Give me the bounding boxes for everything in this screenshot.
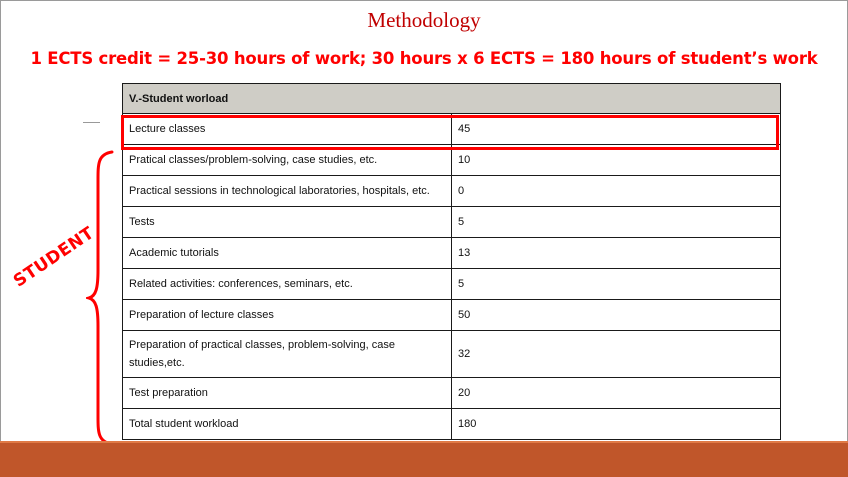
- table-row: [123, 300, 781, 331]
- hours-cell: 50: [452, 300, 781, 331]
- slide-title: Methodology: [367, 8, 481, 32]
- decorative-line: [83, 122, 100, 123]
- activity-cell: Tests: [123, 207, 452, 238]
- footer-bar-edge: [0, 441, 848, 443]
- hours-cell: 45: [452, 114, 781, 145]
- activity-cell: Academic tutorials: [123, 238, 452, 269]
- table-row: [123, 207, 781, 238]
- activity-cell: Test preparation: [123, 378, 452, 409]
- curly-brace-icon: [86, 150, 116, 446]
- hours-cell: 0: [452, 176, 781, 207]
- activity-cell: Pratical classes/problem-solving, case studies, etc.: [123, 145, 452, 176]
- lecture-classes-highlight: [121, 115, 779, 150]
- hours-cell: 32: [452, 331, 781, 378]
- table-row: [123, 176, 781, 207]
- hours-cell: 10: [452, 145, 781, 176]
- hours-cell: 5: [452, 269, 781, 300]
- table-row: [123, 378, 781, 409]
- activity-cell: Preparation of practical classes, problem-solving, case studies,etc.: [123, 331, 452, 378]
- hours-cell: 5: [452, 207, 781, 238]
- student-label: STUDENT: [10, 223, 99, 292]
- activity-cell: Practical sessions in technological laboratories, hospitals, etc.: [123, 176, 452, 207]
- hours-cell: 13: [452, 238, 781, 269]
- activity-cell: Preparation of lecture classes: [123, 300, 452, 331]
- hours-cell: 180: [452, 409, 781, 440]
- activity-cell: Total student workload: [123, 409, 452, 440]
- table-row-total: [123, 409, 781, 440]
- table-row: [123, 331, 781, 378]
- activity-cell: Related activities: conferences, seminars, etc.: [123, 269, 452, 300]
- table-row: [123, 269, 781, 300]
- table-row: [123, 238, 781, 269]
- activity-cell: Lecture classes: [123, 114, 452, 145]
- table-header: V.-Student worload: [123, 84, 781, 114]
- hours-cell: 20: [452, 378, 781, 409]
- table-header-row: [123, 84, 781, 114]
- footer-bar: [0, 441, 848, 477]
- slide-subtitle: 1 ECTS credit = 25-30 hours of work; 30 hours x 6 ECTS = 180 hours of student’s work: [30, 49, 818, 68]
